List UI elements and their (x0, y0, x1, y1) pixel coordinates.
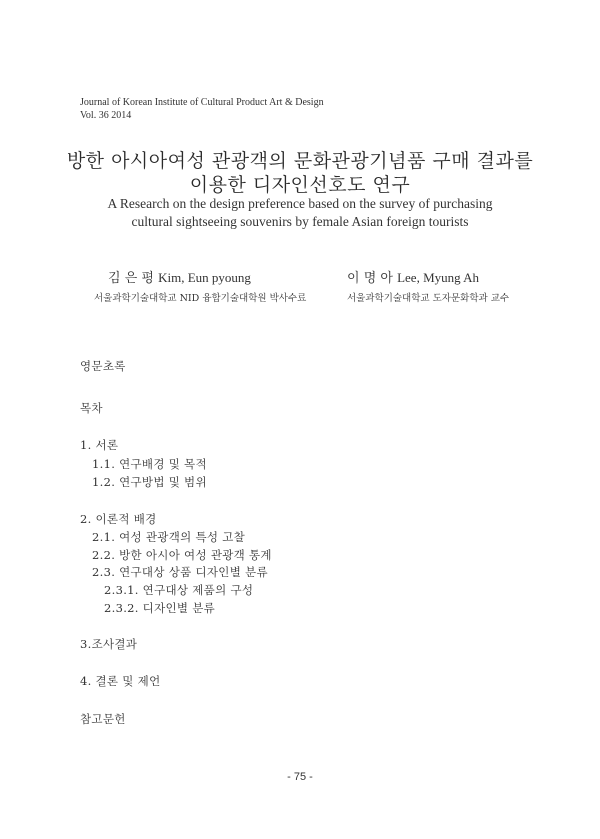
author-2 (347, 267, 479, 286)
title-english-line-2: cultural sightseeing souvenirs by female Asian foreign tourists (131, 214, 469, 229)
toc-item: 1.2. 연구방법 및 범위 (92, 475, 207, 489)
toc-item: 목차 (80, 401, 103, 415)
title-english-line-1: A Research on the design preference based on the survey of purchasing (107, 196, 493, 211)
toc-item: 2. 이론적 배경 (80, 512, 157, 526)
journal-name: Journal of Korean Institute of Cultural Product Art & Design (80, 97, 324, 108)
toc-item: 3.조사결과 (80, 637, 138, 651)
page-number: - 75 - (287, 771, 313, 783)
toc-item: 2.3. 연구대상 상품 디자인별 분류 (92, 565, 268, 579)
author-2-name-en: Lee, Myung Ah (397, 270, 480, 285)
author-1-name-ko: 김 은 평 (108, 271, 154, 286)
journal-volume: Vol. 36 2014 (80, 110, 132, 121)
author-2-name-ko: 이 명 아 (347, 271, 393, 286)
toc-item: 2.2. 방한 아시아 여성 관광객 통계 (92, 548, 272, 562)
journal-header (80, 96, 324, 122)
author-1 (108, 267, 251, 286)
author-2-affiliation: 서울과학기술대학교 도자문화학과 교수 (347, 293, 510, 304)
toc-item: 참고문헌 (80, 712, 126, 726)
title-korean-line-2: 이용한 디자인선호도 연구 (189, 174, 411, 196)
toc-item: 영문초록 (80, 359, 126, 373)
author-1-affiliation: 서울과학기술대학교 NID 융합기술대학원 박사수료 (94, 293, 307, 304)
title-korean-line-1: 방한 아시아여성 관광객의 문화관광기념품 구매 결과를 (66, 150, 534, 172)
toc-item: 2.3.2. 디자인별 분류 (104, 601, 216, 615)
toc-item: 2.1. 여성 관광객의 특성 고찰 (92, 530, 246, 544)
author-1-name-en: Kim, Eun pyoung (158, 270, 251, 285)
toc-item: 1. 서론 (80, 438, 119, 452)
toc-item: 1.1. 연구배경 및 목적 (92, 457, 207, 471)
toc-item: 4. 결론 및 제언 (80, 674, 161, 688)
toc-item: 2.3.1. 연구대상 제품의 구성 (104, 583, 254, 597)
